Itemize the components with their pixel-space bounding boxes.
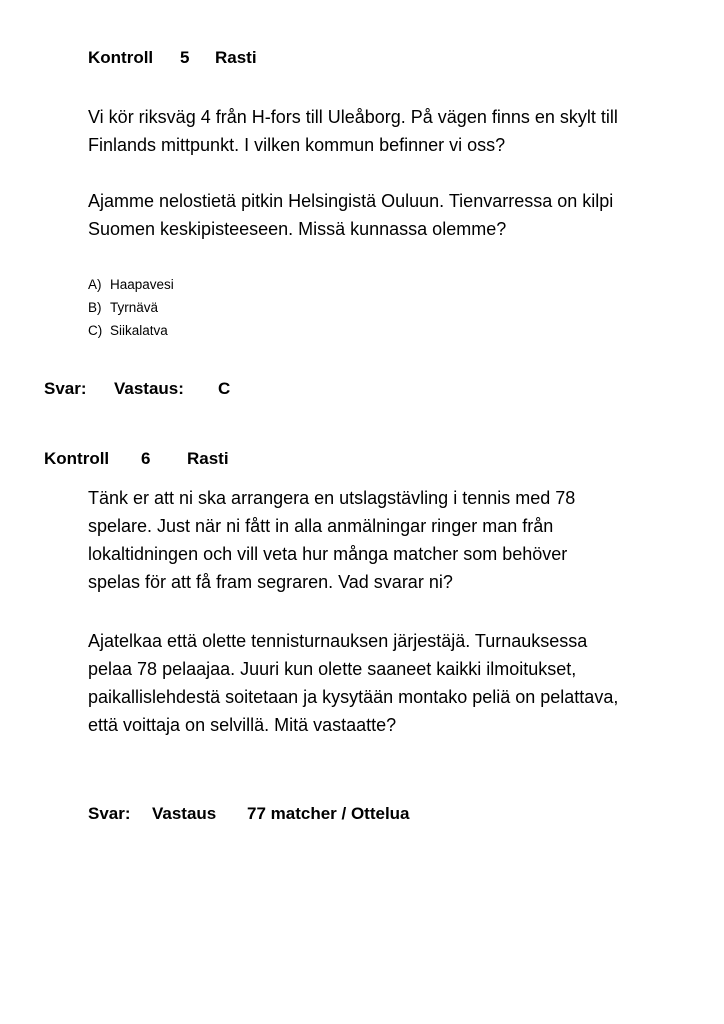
option-c	[88, 323, 102, 338]
control5-answer-svar: Svar:	[44, 379, 87, 398]
option-letter: A)	[88, 277, 102, 292]
option-b	[88, 300, 102, 315]
question-line: spelas för att få fram segraren. Vad svarar ni?	[88, 572, 453, 592]
option-a-text: Haapavesi	[110, 277, 174, 292]
control5-label: Kontroll	[88, 48, 154, 67]
option-c-text: Siikalatva	[110, 323, 168, 338]
control6-number: 6	[141, 449, 151, 468]
control5-question-fi	[88, 187, 613, 243]
option-letter: B)	[88, 300, 102, 315]
question-line: Ajamme nelostietä pitkin Helsingistä Ouluun. Tienvarressa on kilpi	[88, 191, 614, 211]
question-line: että voittaja on selvillä. Mitä vastaatte?	[88, 715, 397, 735]
control6-rasti: Rasti	[187, 449, 229, 468]
option-a	[88, 277, 102, 292]
control5-heading	[88, 48, 153, 68]
option-letter: C)	[88, 323, 103, 338]
control5-question-sv	[88, 103, 618, 159]
option-b-text: Tyrnävä	[110, 300, 159, 315]
question-line: paikallislehdestä soitetaan ja kysytään montako peliä on pelattava,	[88, 687, 619, 707]
question-line: lokaltidningen och vill veta hur många matcher som behöver	[88, 544, 568, 564]
control6-answer-svar: Svar:	[88, 804, 131, 823]
question-line: Vi kör riksväg 4 från H-fors till Uleåborg. På vägen finns en skylt till	[88, 107, 618, 127]
control5-answer-vastaus: Vastaus:	[114, 379, 184, 398]
control5-number: 5	[180, 48, 190, 67]
question-line: pelaa 78 pelaajaa. Juuri kun olette saaneet kaikki ilmoitukset,	[88, 659, 577, 679]
question-line: Ajatelkaa että olette tennisturnauksen järjestäjä. Turnauksessa	[88, 631, 588, 651]
control6-label: Kontroll	[44, 449, 110, 468]
question-line: spelare. Just när ni fått in alla anmälningar ringer man från	[88, 516, 554, 536]
control6-question-fi	[88, 627, 618, 739]
control6-answer-vastaus: Vastaus	[152, 804, 217, 823]
control5-answer-value: C	[218, 379, 231, 398]
question-line: Suomen keskipisteeseen. Missä kunnassa olemme?	[88, 219, 507, 239]
control6-answer-value: 77 matcher / Ottelua	[247, 804, 410, 823]
question-line: Finlands mittpunkt. I vilken kommun befinner vi oss?	[88, 135, 506, 155]
question-line: Tänk er att ni ska arrangera en utslagstävling i tennis med 78	[88, 488, 576, 508]
control5-rasti: Rasti	[215, 48, 257, 67]
control6-question-sv	[88, 484, 575, 596]
